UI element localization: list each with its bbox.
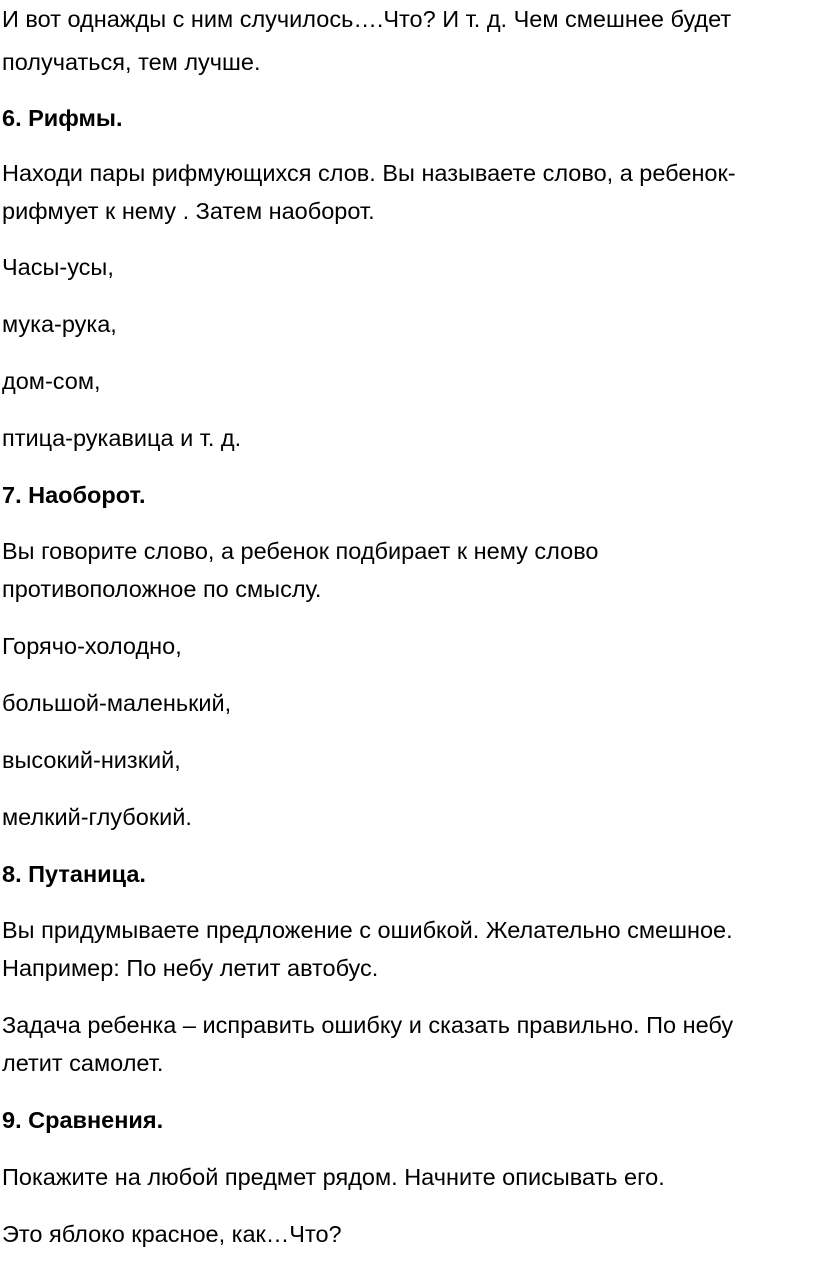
section-6-example: Часы-усы,	[2, 254, 114, 280]
section-6-paragraph-line-2: рифмует к нему . Затем наоборот.	[2, 198, 375, 224]
section-7-example: мелкий-глубокий.	[2, 804, 192, 830]
section-6-paragraph-line-1: Находи пары рифмующихся слов. Вы называете слово, а ребенок-	[2, 160, 736, 186]
section-6-example: птица-рукавица и т. д.	[2, 425, 242, 451]
section-7-paragraph-line-1: Вы говорите слово, а ребенок подбирает к нему слово	[2, 538, 599, 564]
section-8-paragraph-2-line-2: летит самолет.	[2, 1050, 164, 1076]
section-7-heading: 7. Наоборот.	[2, 482, 146, 508]
section-9-heading: 9. Сравнения.	[2, 1107, 164, 1133]
section-7-example: большой-маленький,	[2, 690, 232, 716]
section-7-example: Горячо-холодно,	[2, 633, 182, 659]
section-8-paragraph-1-line-1: Вы придумываете предложение с ошибкой. Желательно смешное.	[2, 917, 733, 943]
section-9-paragraph-2: Это яблоко красное, как…Что?	[2, 1221, 342, 1247]
section-9-paragraph-1: Покажите на любой предмет рядом. Начните описывать его.	[2, 1164, 665, 1190]
intro-line-2: получаться, тем лучше.	[2, 49, 261, 75]
section-7-paragraph-line-2: противоположное по смыслу.	[2, 576, 322, 602]
section-6-heading: 6. Рифмы.	[2, 105, 123, 131]
section-6-example: мука-рука,	[2, 311, 117, 337]
section-7-example: высокий-низкий,	[2, 747, 181, 773]
intro-line-1: И вот однажды с ним случилось….Что? И т. д. Чем смешнее будет	[2, 6, 732, 32]
section-6-example: дом-сом,	[2, 368, 101, 394]
section-8-heading: 8. Путаница.	[2, 861, 146, 887]
section-8-paragraph-2-line-1: Задача ребенка – исправить ошибку и сказать правильно. По небу	[2, 1012, 734, 1038]
section-8-paragraph-1-line-2: Например: По небу летит автобус.	[2, 955, 379, 981]
